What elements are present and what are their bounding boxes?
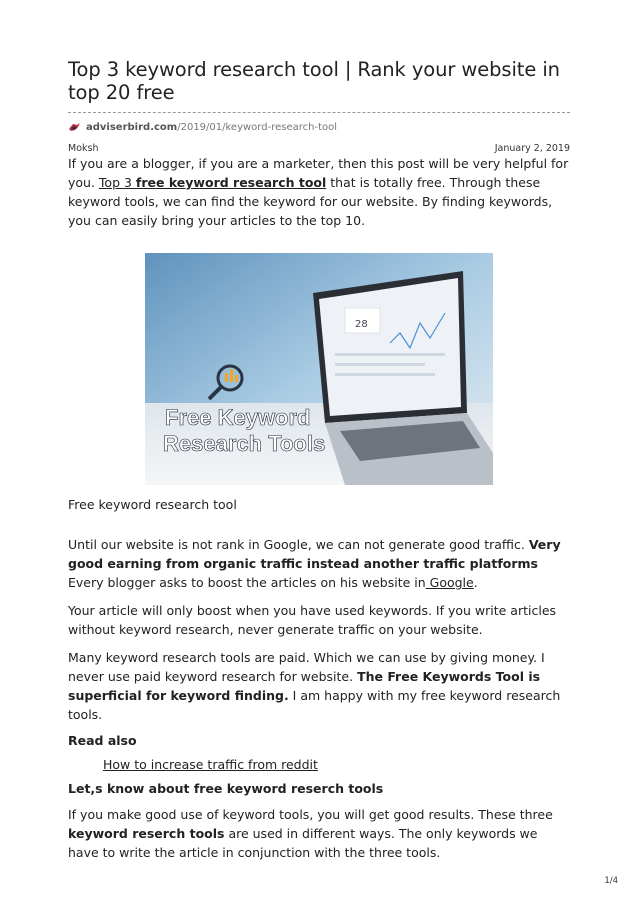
intro-paragraph bbox=[68, 154, 570, 230]
intro-text-end: that is totally free. Through these keyword tools, we can find the keyword for our website. By finding keywords, you can easily bring your articles to the top 10. bbox=[68, 175, 553, 228]
p2-bold: Very good earning from organic traffic instead another traffic platforms bbox=[68, 537, 561, 571]
p2-end: . bbox=[473, 575, 478, 590]
page-number: 1/4 bbox=[604, 876, 618, 886]
section-heading: Let,s know about free keyword reserch tools bbox=[68, 781, 384, 796]
read-also-heading: Read also bbox=[68, 733, 137, 748]
laptop-illustration bbox=[145, 253, 493, 485]
paragraph-4 bbox=[68, 648, 570, 724]
p4-bold: The Free Keywords Tool is superficial for keyword finding. bbox=[68, 669, 541, 703]
p4-end: I am happy with my free keyword research tools. bbox=[68, 688, 561, 722]
p5-end: are used in different ways. The only keywords we have to write the article in conjunction with the three tools. bbox=[68, 826, 538, 860]
article-body bbox=[68, 535, 570, 871]
paragraph-2 bbox=[68, 535, 570, 592]
source-domain[interactable]: adviserbird.com bbox=[86, 121, 178, 133]
source-line bbox=[68, 121, 570, 133]
p2-start: Until our website is not rank in Google, we can not generate good traffic. bbox=[68, 537, 529, 552]
page-title: Top 3 keyword research tool | Rank your website in top 20 free bbox=[68, 58, 560, 104]
paragraph-5 bbox=[68, 805, 570, 862]
bird-logo-icon bbox=[68, 122, 81, 132]
top3-link[interactable] bbox=[99, 175, 326, 190]
top3-link-bold: free keyword research tool bbox=[135, 175, 327, 190]
paragraph-3: Your article will only boost when you have used keywords. If you write articles without keyword research, never generate traffic on your website. bbox=[68, 603, 557, 637]
hero-image bbox=[145, 253, 493, 485]
p2-mid: Every blogger asks to boost the articles on his website in bbox=[68, 575, 426, 590]
hero-overlay-line1: Free Keyword bbox=[165, 405, 311, 430]
p5-bold: keyword reserch tools bbox=[68, 826, 225, 841]
top3-link-text: Top 3 bbox=[98, 175, 136, 190]
p4-start: Many keyword research tools are paid. Which we can use by giving money. I never use paid keyword research for website. bbox=[68, 650, 545, 684]
screen-number: 28 bbox=[355, 319, 368, 330]
image-caption: Free keyword research tool bbox=[68, 497, 237, 512]
byline bbox=[68, 143, 570, 154]
article-header bbox=[68, 58, 570, 230]
title-divider bbox=[68, 112, 570, 113]
author: Moksh bbox=[68, 143, 99, 154]
publish-date: January 2, 2019 bbox=[494, 143, 570, 154]
intro-text-start: If you are a blogger, if you are a marketer, then this post will be very helpful for you. bbox=[68, 156, 569, 190]
source-path[interactable]: /2019/01/keyword-research-tool bbox=[177, 121, 337, 133]
related-link-item bbox=[103, 757, 570, 772]
p5-start: If you make good use of keyword tools, you will get good results. These three bbox=[68, 807, 553, 822]
hero-overlay-line2: Research Tools bbox=[163, 431, 326, 456]
related-link[interactable]: How to increase traffic from reddit bbox=[103, 757, 318, 772]
google-link[interactable]: Google bbox=[425, 575, 474, 590]
